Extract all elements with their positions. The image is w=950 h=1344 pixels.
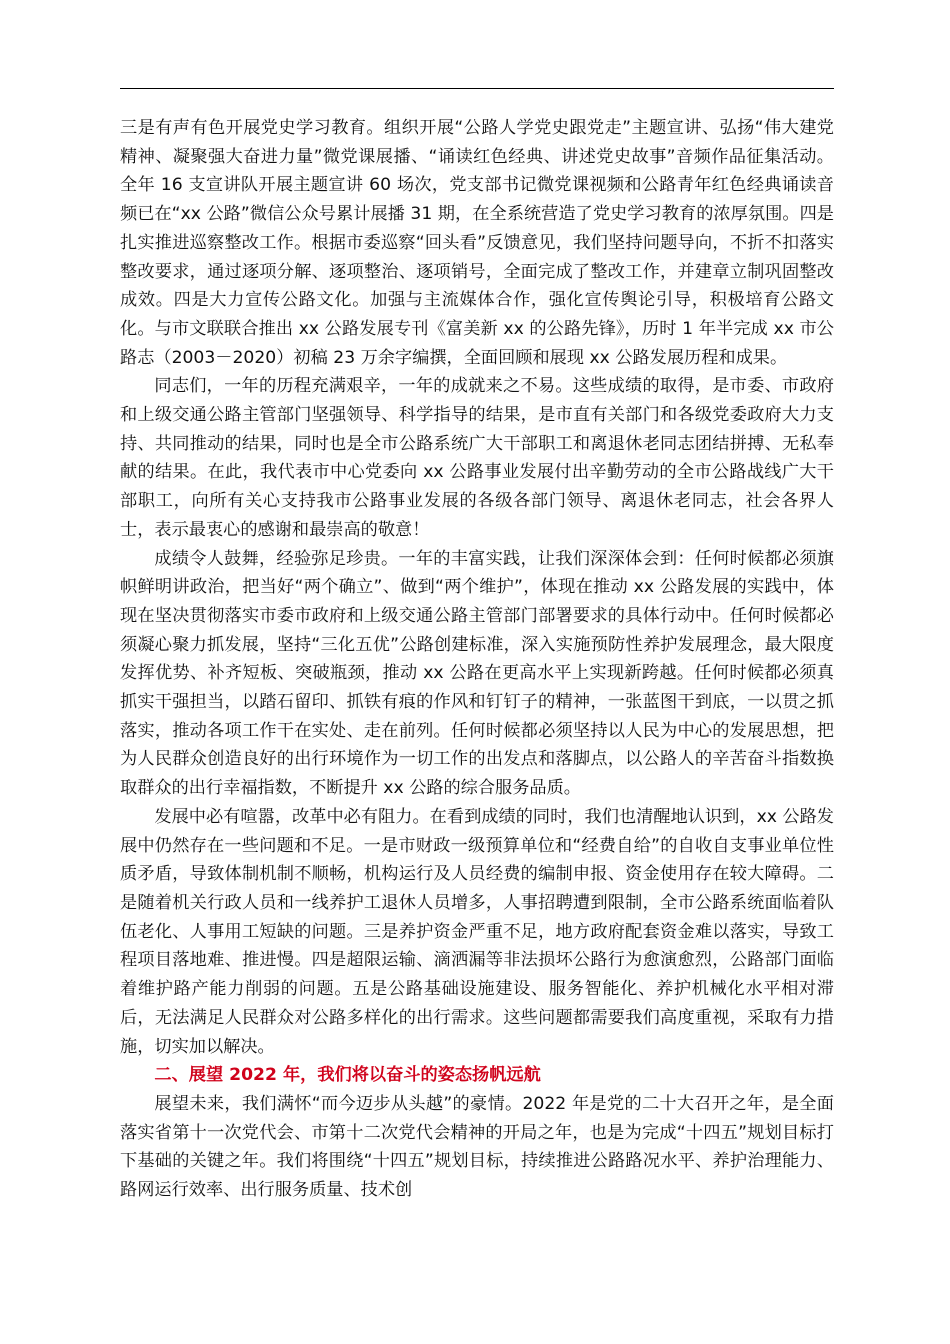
paragraph-problems-and-shortcomings: 发展中必有喧嚣，改革中必有阻力。在看到成绩的同时，我们也清醒地认识到，xx 公路发展中仍然存在一些问题和不足。一是市财政一级预算单位和“经费自给”的自收自支事业单位性质矛盾，导致体制机制不顺畅，机构运行及人员经费的编制申报、资金使用存在较大障碍。二是随着机关行政人员和一线养护工退休人员增多，人事招聘遭到限制，全市公路系统面临着队伍老化、人事用工短缺的问题。三是养护资金严重不足，地方政府配套资金难以落实，导致工程项目落地难、推进慢。四是超限运输、滴洒漏等非法损坏公路行为愈演愈烈，公路部门面临着维护路产能力削弱的问题。五是公路基础设施建设、服务智能化、养护机械化水平相对滞后，无法满足人民群众对公路多样化的出行需求。这些问题都需要我们高度重视，采取有力措施，切实加以解决。 [120,806,834,1057]
header-rule [120,88,834,89]
section-heading-outlook-2022: 二、展望 2022 年，我们将以奋斗的姿态扬帆远航 [154,1065,541,1086]
document-body [120,114,834,1205]
paragraph-experience-summary: 成绩令人鼓舞，经验弥足珍贵。一年的丰富实践，让我们深深体会到：任何时候都必须旗帜鲜明讲政治，把当好“两个确立”、做到“两个维护”，体现在推动 xx 公路发展的实践中，体现在坚决贯彻落实市委市政府和上级交通公路主管部门部署要求的具体行动中。任何时候都必须凝心聚力抓发展，坚持“三化五优”公路创建标准，深入实施预防性养护发展理念，最大限度发挥优势、补齐短板、突破瓶颈，推动 xx 公路在更高水平上实现新跨越。任何时候都必须真抓实干强担当，以踏石留印、抓铁有痕的作风和钉钉子的精神，一张蓝图干到底，一以贯之抓落实，推动各项工作干在实处、走在前列。任何时候都必须坚持以人民为中心的发展思想，把为人民群众创造良好的出行环境作为一切工作的出发点和落脚点，以公路人的辛苦奋斗指数换取群众的出行幸福指数，不断提升 xx 公路的综合服务品质。 [120,548,834,799]
paragraph-outlook: 展望未来，我们满怀“而今迈步从头越”的豪情。2022 年是党的二十大召开之年，是全面落实省第十一次党代会、市第十二次党代会精神的开局之年，也是为完成“十四五”规划目标打下基础的关键之年。我们将围绕“十四五”规划目标，持续推进公路路况水平、养护治理能力、路网运行效率、出行服务质量、技术创 [120,1093,834,1201]
paragraph-party-history-education: 三是有声有色开展党史学习教育。组织开展“公路人学党史跟党走”主题宣讲、弘扬“伟大建党精神、凝聚强大奋进力量”微党课展播、“诵读红色经典、讲述党史故事”音频作品征集活动。全年 16 支宣讲队开展主题宣讲 60 场次，党支部书记微党课视频和公路青年红色经典诵读音频已在“xx 公路”微信公众号累计展播 31 期，在全系统营造了党史学习教育的浓厚氛围。四是扎实推进巡察整改工作。根据市委巡察“回头看”反馈意见，我们坚持问题导向，不折不扣落实整改要求，通过逐项分解、逐项整治、逐项销号，全面完成了整改工作，并建章立制巩固整改成效。四是大力宣传公路文化。加强与主流媒体合作，强化宣传舆论引导，积极培育公路文化。与市文联联合推出 xx 公路发展专刊《富美新 xx 的公路先锋》，历时 1 年半完成 xx 市公路志（2003－2020）初稿 23 万余字编撰，全面回顾和展现 xx 公路发展历程和成果。 [120,118,834,368]
paragraph-acknowledgements: 同志们，一年的历程充满艰辛，一年的成就来之不易。这些成绩的取得，是市委、市政府和上级交通公路主管部门坚强领导、科学指导的结果，是市直有关部门和各级党委政府大力支持、共同推动的结果，同时也是全市公路系统广大干部职工和离退休老同志团结拼搏、无私奉献的结果。在此，我代表市中心党委向 xx 公路事业发展付出辛勤劳动的全市公路战线广大干部职工，向所有关心支持我市公路事业发展的各级各部门领导、离退休老同志，社会各界人士，表示最衷心的感谢和最崇高的敬意！ [120,376,834,540]
